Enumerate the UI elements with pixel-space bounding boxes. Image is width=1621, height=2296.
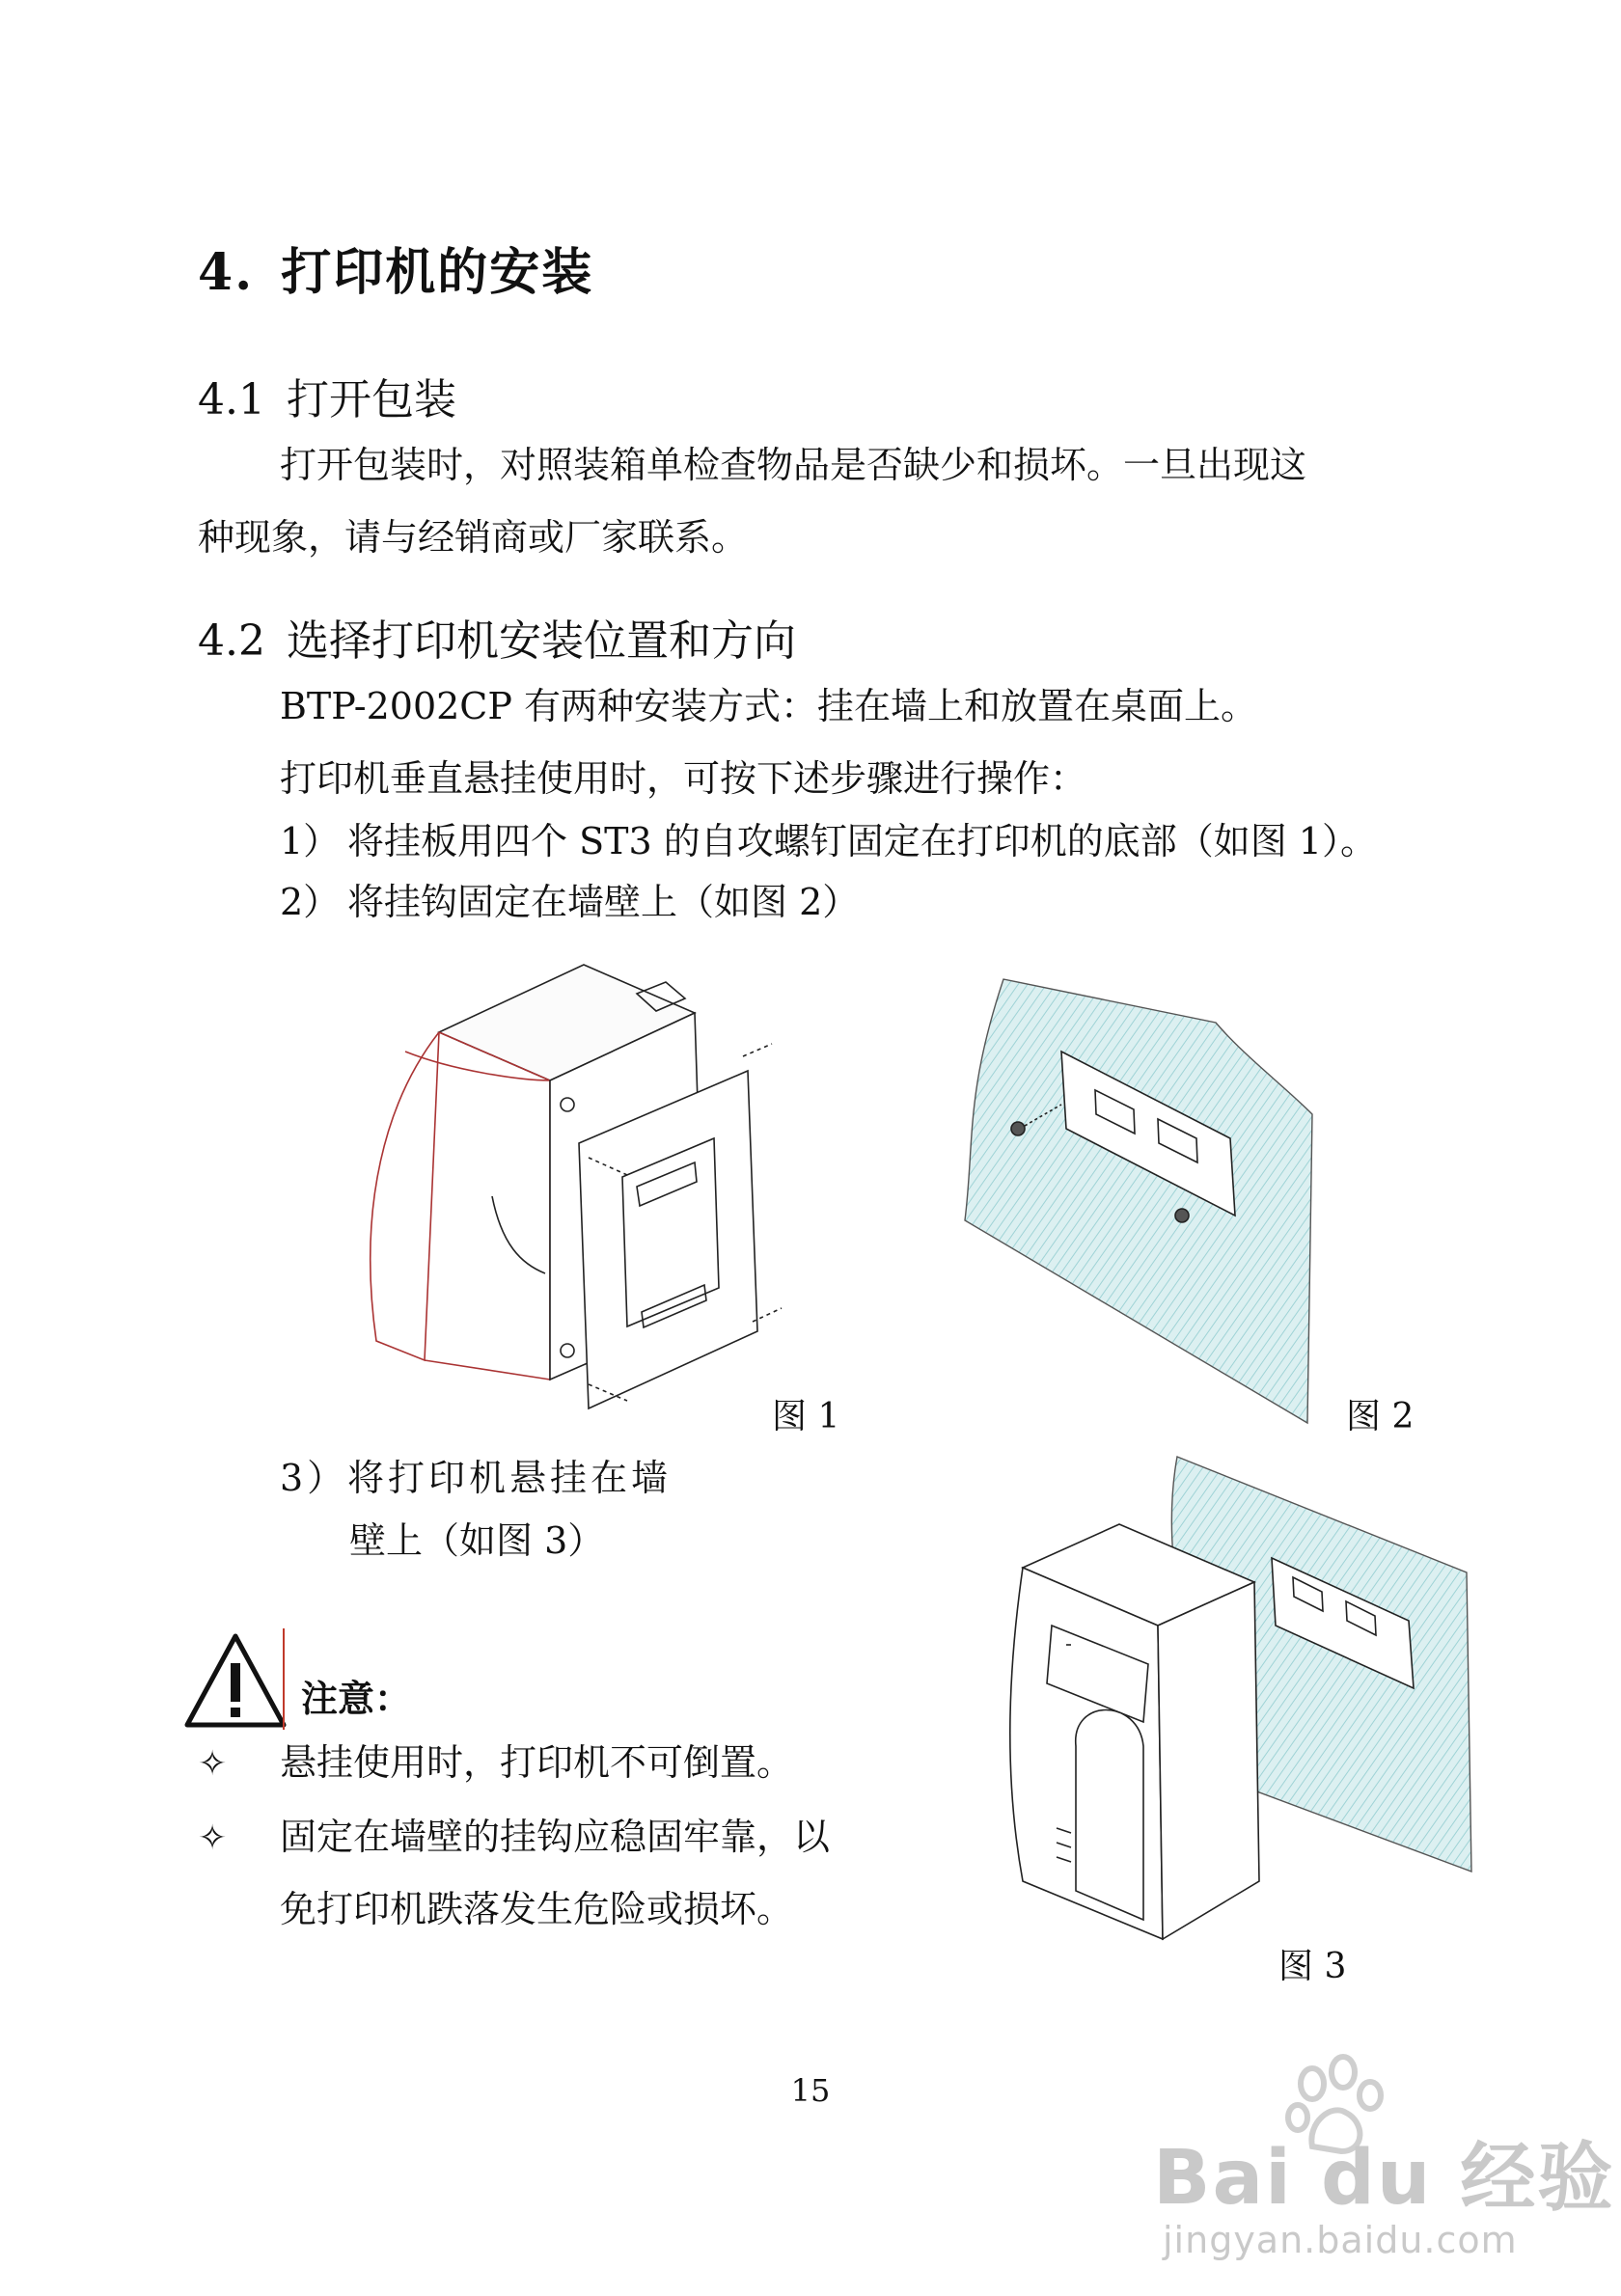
figure-2-wall-hook [955, 979, 1341, 1423]
install-intro: BTP-2002CP 有两种安装方式：挂在墙上和放置在桌面上。 [280, 685, 1258, 727]
notice-item-2-line1: 固定在墙壁的挂钩应稳固牢靠，以 [280, 1816, 831, 1858]
watermark-url: jingyan.baidu.com [1163, 2219, 1518, 2261]
section-heading [198, 232, 593, 304]
install-intro2: 打印机垂直悬挂使用时，可按下述步骤进行操作： [280, 757, 1087, 800]
section-number: 4. [198, 243, 255, 302]
unpack-paragraph-line2: 种现象，请与经销商或厂家联系。 [198, 516, 749, 559]
figure-1-caption: 图 1 [772, 1397, 840, 1436]
notice-item-1: 悬挂使用时，打印机不可倒置。 [280, 1741, 794, 1784]
figure-1-printer-with-plate [347, 955, 791, 1408]
notice-bullet-1-icon: ✧ [198, 1744, 228, 1784]
notice-title: 注意： [301, 1677, 412, 1720]
section-title: 打印机的安装 [281, 243, 594, 302]
figure-2-caption: 图 2 [1346, 1397, 1415, 1436]
page-number: 15 [790, 2072, 831, 2109]
step-3-line2: 壁上（如图 3） [349, 1519, 605, 1562]
figure-3-printer-on-wall [965, 1457, 1486, 1968]
unpack-paragraph-line1: 打开包装时，对照装箱单检查物品是否缺少和损坏。一旦出现这 [280, 444, 1307, 486]
step-3-line1: 3）将打印机悬挂在墙 [280, 1457, 673, 1499]
subsection-4-1-heading: 4.1 打开包装 [198, 375, 456, 424]
watermark-brand: Bai du 经验 [1153, 2135, 1615, 2222]
step-2: 2） 将挂钩固定在墙壁上（如图 2） [280, 881, 860, 923]
subsection-4-2-heading: 4.2 选择打印机安装位置和方向 [198, 616, 796, 666]
notice-divider [283, 1628, 285, 1730]
step-1: 1） 将挂板用四个 ST3 的自攻螺钉固定在打印机的底部（如图 1）。 [280, 820, 1377, 862]
figure-3-caption: 图 3 [1278, 1947, 1347, 1986]
notice-bullet-2-icon: ✧ [198, 1818, 228, 1858]
warning-triangle-icon [181, 1630, 289, 1732]
notice-item-2-line2: 免打印机跌落发生危险或损坏。 [280, 1888, 794, 1930]
